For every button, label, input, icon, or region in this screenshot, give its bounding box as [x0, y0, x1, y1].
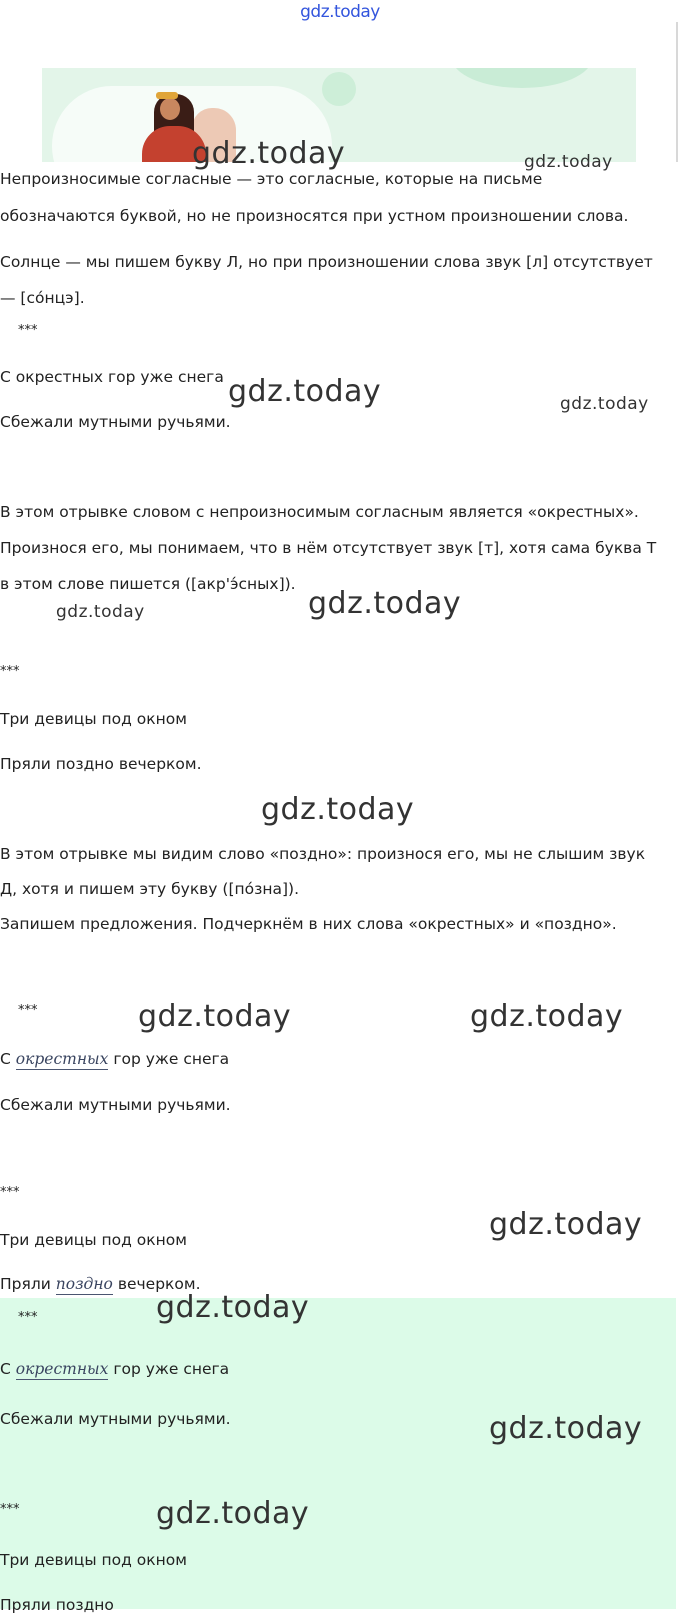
answer-line-partial: Пряли поздно — [0, 1596, 114, 1614]
stanza-separator: *** — [18, 1003, 38, 1018]
watermark: gdz.today — [524, 152, 613, 172]
answer-line: Три девицы под окном — [0, 1551, 187, 1569]
stanza-separator: *** — [18, 1310, 38, 1325]
poem-line: С окрестных гор уже снега — [0, 368, 224, 386]
underlined-word: окрестных — [15, 1050, 109, 1068]
watermark: gdz.today — [156, 1496, 310, 1531]
stanza-separator: *** — [18, 323, 38, 338]
answer-line: Сбежали мутными ручьями. — [0, 1096, 231, 1114]
princess-face — [160, 98, 180, 120]
poem-line: Три девицы под окном — [0, 710, 187, 728]
watermark: gdz.today — [470, 999, 624, 1034]
banner-shape — [322, 72, 356, 106]
watermark: gdz.today — [156, 1290, 310, 1325]
watermark: gdz.today — [308, 586, 462, 621]
example-line: Солнце — мы пишем букву Л, но при произношении слова звук [л] отсутствует — [0, 253, 653, 271]
poem-line: Пряли поздно вечерком. — [0, 755, 202, 773]
watermark: gdz.today — [489, 1207, 643, 1242]
site-logo[interactable]: gdz.today — [300, 2, 380, 22]
explanation-line: В этом отрывке словом с непроизносимым согласным является «окрестных». — [0, 503, 639, 521]
watermark: gdz.today — [489, 1411, 643, 1446]
answer-text: гор уже снега — [113, 1050, 230, 1068]
watermark: gdz.today — [138, 999, 292, 1034]
stanza-separator: *** — [0, 1502, 20, 1517]
answer-text: С — [0, 1360, 11, 1378]
explanation-line: в этом слове пишется ([акр'э́сных]). — [0, 575, 296, 593]
watermark: gdz.today — [560, 394, 649, 414]
explanation-line: В этом отрывке мы видим слово «поздно»: произнося его, мы не слышим звук — [0, 845, 646, 863]
example-line: — [со́нцэ]. — [0, 289, 85, 307]
task-line: Запишем предложения. Подчеркнём в них слова «окрестных» и «поздно». — [0, 915, 617, 933]
answer-text: Пряли — [0, 1275, 51, 1293]
watermark: gdz.today — [56, 602, 145, 622]
answer-text: гор уже снега — [113, 1360, 230, 1378]
explanation-line: Д, хотя и пишем эту букву ([по́зна]). — [0, 880, 300, 898]
banner-shape — [452, 68, 592, 88]
explanation-line: Произнося его, мы понимаем, что в нём отсутствует звук [т], хотя сама буква Т — [0, 539, 657, 557]
poem-line: Сбежали мутными ручьями. — [0, 413, 231, 431]
crown-icon — [156, 92, 178, 99]
watermark: gdz.today — [192, 136, 346, 171]
scrollbar[interactable] — [676, 22, 678, 162]
answer-text: вечерком. — [117, 1275, 201, 1293]
theory-line: Непроизносимые согласные — это согласные, которые на письме — [0, 170, 543, 188]
stanza-separator: *** — [0, 664, 20, 679]
answer-line — [0, 1050, 229, 1068]
underlined-word: поздно — [55, 1275, 113, 1293]
theory-line: обозначаются буквой, но не произносятся при устном произношении слова. — [0, 207, 629, 225]
watermark: gdz.today — [261, 792, 415, 827]
answer-line: Сбежали мутными ручьями. — [0, 1410, 231, 1428]
watermark: gdz.today — [228, 374, 382, 409]
answer-line — [0, 1360, 229, 1378]
answer-line: Три девицы под окном — [0, 1231, 187, 1249]
stanza-separator: *** — [0, 1185, 20, 1200]
underlined-word: окрестных — [15, 1360, 109, 1378]
answer-text: С — [0, 1050, 11, 1068]
